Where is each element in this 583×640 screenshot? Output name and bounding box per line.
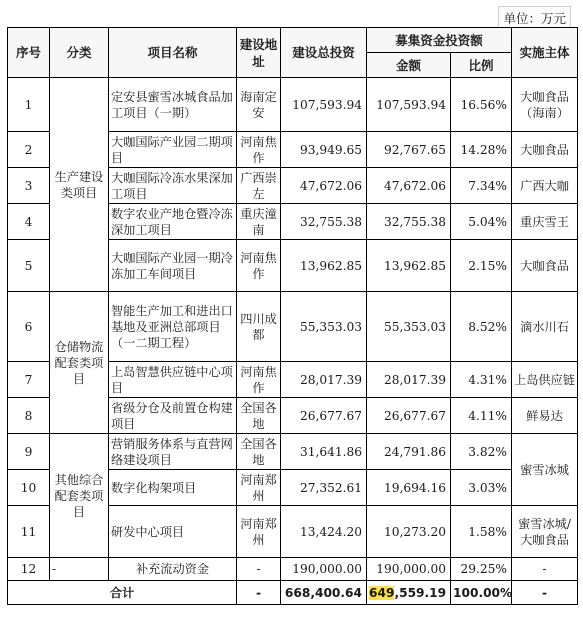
project-cell: 大咖国际冷冻水果深加工项目 [109,168,237,204]
highlighted-digits: 649 [369,585,395,600]
ratio-cell: 1.58% [451,506,512,558]
location-cell: - [237,558,281,581]
seq-cell: 10 [8,470,50,506]
amount-cell: 47,672.06 [367,168,451,204]
ratio-cell: 5.04% [451,204,512,240]
total-cell: 55,353.03 [281,292,367,362]
seq-cell: 6 [8,292,50,362]
amount-remainder: ,559.19 [394,585,447,600]
ratio-cell: 2.15% [451,240,512,292]
location-cell: 重庆潼南 [237,204,281,240]
total-investment-cell: 668,400.64 [281,581,367,605]
entity-cell: 鲜易达 [512,398,578,434]
project-cell: 营销服务体系与直营网络建设项目 [109,434,237,470]
ratio-cell: 29.25% [451,558,512,581]
total-cell: 28,017.39 [281,362,367,398]
total-entity-cell: - [512,581,578,605]
total-ratio-cell: 100.00% [451,581,512,605]
location-cell: 河南焦作 [237,240,281,292]
seq-cell: 1 [8,78,50,132]
location-cell: 河南郑州 [237,506,281,558]
seq-cell: 8 [8,398,50,434]
seq-cell: 7 [8,362,50,398]
amount-cell: 10,273.20 [367,506,451,558]
entity-cell: 重庆雪王 [512,204,578,240]
ratio-cell: 3.82% [451,434,512,470]
table-row [8,292,578,362]
total-amount-cell [367,581,451,605]
header-amount: 金额 [367,53,451,78]
amount-cell: 13,962.85 [367,240,451,292]
entity-cell: 蜜雪冰城/大咖食品 [512,506,578,558]
ratio-cell: 4.31% [451,362,512,398]
amount-cell: 55,353.03 [367,292,451,362]
total-cell: 107,593.94 [281,78,367,132]
amount-cell: 28,017.39 [367,362,451,398]
total-cell: 47,672.06 [281,168,367,204]
entity-cell: 大咖食品 [512,240,578,292]
table-row [8,558,578,581]
ratio-cell: 7.34% [451,168,512,204]
category-cell: 生产建设类项目 [50,78,109,292]
project-cell: 大咖国际产业园一期冷冻加工车间项目 [109,240,237,292]
entity-cell: 蜜雪冰城 [512,434,578,506]
amount-cell: 190,000.00 [367,558,451,581]
location-cell: 全国各地 [237,434,281,470]
project-cell: 定安县蜜雪冰城食品加工项目（一期） [109,78,237,132]
unit-label: 单位：万元 [498,6,571,30]
total-cell: 31,641.86 [281,434,367,470]
seq-cell: 12 [8,558,50,581]
entity-cell: 大咖食品（海南） [512,78,578,132]
total-location-cell: - [237,581,281,605]
ratio-cell: 8.52% [451,292,512,362]
category-cell: - [50,558,109,581]
location-cell: 广西崇左 [237,168,281,204]
header-project: 项目名称 [109,28,237,78]
amount-cell: 107,593.94 [367,78,451,132]
seq-cell: 5 [8,240,50,292]
total-cell: 27,352.61 [281,470,367,506]
project-cell: 智能生产加工和进出口基地及亚洲总部项目（一二期工程） [109,292,237,362]
table-row [8,78,578,132]
location-cell: 河南焦作 [237,132,281,168]
header-raised-funds: 募集资金投资额 [367,28,512,53]
total-label: 合计 [8,581,237,605]
category-cell: 仓储物流配套类项目 [50,292,109,434]
project-cell: 补充流动资金 [109,558,237,581]
ratio-cell: 16.56% [451,78,512,132]
entity-cell: 广西大咖 [512,168,578,204]
header-seq: 序号 [8,28,50,78]
total-cell: 32,755.38 [281,204,367,240]
ratio-cell: 14.28% [451,132,512,168]
amount-cell: 19,694.16 [367,470,451,506]
header-location: 建设地址 [237,28,281,78]
location-cell: 全国各地 [237,398,281,434]
seq-cell: 11 [8,506,50,558]
project-cell: 省级分仓及前置仓构建项目 [109,398,237,434]
total-cell: 13,962.85 [281,240,367,292]
header-category: 分类 [50,28,109,78]
header-entity: 实施主体 [512,28,578,78]
total-row [8,581,578,605]
total-cell: 26,677.67 [281,398,367,434]
seq-cell: 3 [8,168,50,204]
location-cell: 河南焦作 [237,362,281,398]
total-cell: 13,424.20 [281,506,367,558]
project-cell: 数字化构架项目 [109,470,237,506]
ratio-cell: 3.03% [451,470,512,506]
location-cell: 海南定安 [237,78,281,132]
entity-cell: 上岛供应链 [512,362,578,398]
table-row [8,434,578,470]
amount-cell: 92,767.65 [367,132,451,168]
location-cell: 四川成都 [237,292,281,362]
amount-cell: 24,791.86 [367,434,451,470]
amount-cell: 32,755.38 [367,204,451,240]
fundraising-investment-table [7,27,578,605]
seq-cell: 4 [8,204,50,240]
project-cell: 上岛智慧供应链中心项目 [109,362,237,398]
seq-cell: 2 [8,132,50,168]
header-total-investment: 建设总投资 [281,28,367,78]
ratio-cell: 4.11% [451,398,512,434]
project-cell: 大咖国际产业园二期项目 [109,132,237,168]
entity-cell: - [512,558,578,581]
total-cell: 93,949.65 [281,132,367,168]
entity-cell: 大咖食品 [512,132,578,168]
amount-cell: 26,677.67 [367,398,451,434]
project-cell: 数字农业产地仓暨冷冻深加工项目 [109,204,237,240]
category-cell: 其他综合配套类项目 [50,434,109,558]
header-ratio: 比例 [451,53,512,78]
seq-cell: 9 [8,434,50,470]
project-cell: 研发中心项目 [109,506,237,558]
total-cell: 190,000.00 [281,558,367,581]
location-cell: 河南郑州 [237,470,281,506]
entity-cell: 滴水川石 [512,292,578,362]
